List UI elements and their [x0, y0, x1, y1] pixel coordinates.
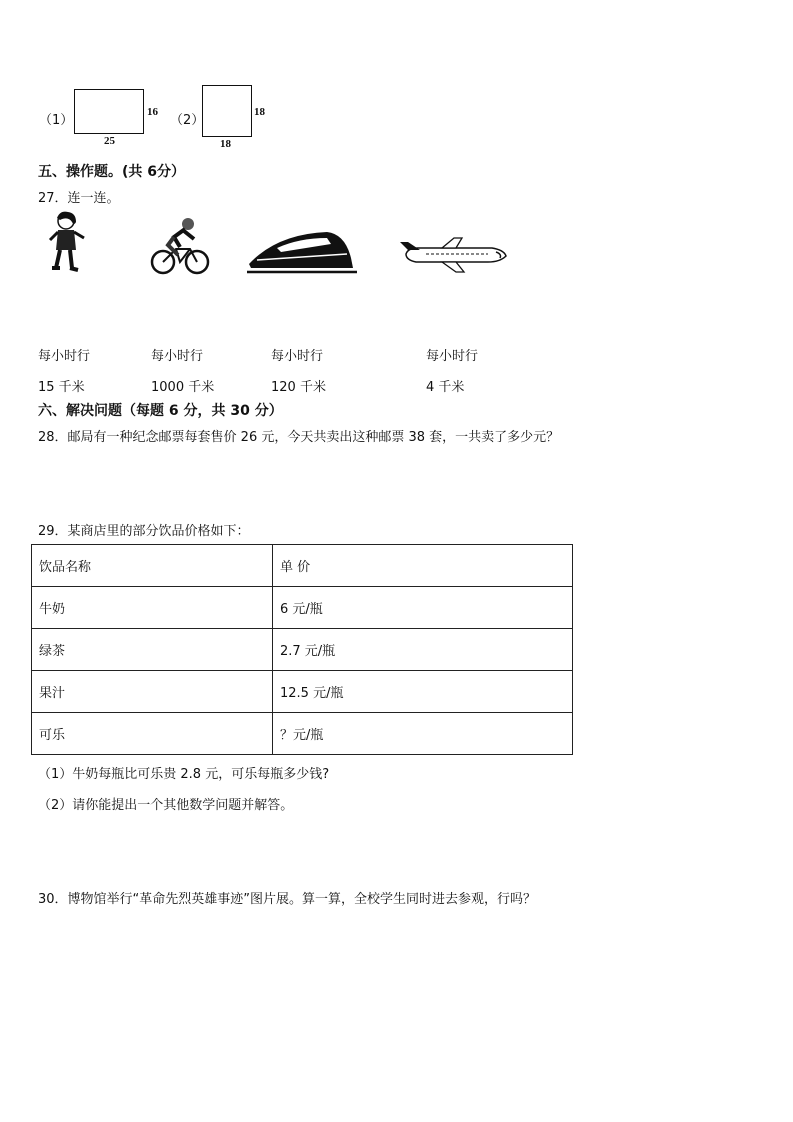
table-cell: 绿茶 [32, 629, 273, 671]
rate-label-2: 每小时行 [151, 349, 204, 364]
airplane-image [396, 236, 508, 274]
rate-label-3: 每小时行 [271, 349, 324, 364]
speed-3: 120 千米 [271, 380, 326, 395]
table-cell: 果汁 [32, 671, 273, 713]
question-29-part-2: （2）请你能提出一个其他数学问题并解答。 [38, 798, 294, 813]
cyclist-image [150, 215, 210, 277]
question-28: 28．邮局有一种纪念邮票每套售价 26 元，今天共卖出这种邮票 38 套，一共卖了多少元？ [38, 430, 560, 445]
square-2 [202, 85, 252, 137]
rate-label-4: 每小时行 [426, 349, 479, 364]
question-30: 30．博物馆举行“革命先烈英雄事迹”图片展。算一算，全校学生同时进去参观，行吗？ [38, 892, 537, 907]
table-row [32, 671, 573, 713]
rectangle-1-width: 25 [104, 135, 115, 147]
table-header-row [32, 545, 573, 587]
square-2-width: 18 [220, 138, 231, 150]
question-27: 27．连一连。 [38, 191, 120, 206]
question-29-part-1: （1）牛奶每瓶比可乐贵 2.8 元，可乐每瓶多少钱? [38, 767, 330, 782]
speed-1: 15 千米 [38, 380, 85, 395]
high-speed-train-image [247, 228, 359, 276]
girl-walking-image [46, 210, 90, 274]
section-6-title: 六、解决问题（每题 6 分，共 30 分） [38, 403, 283, 419]
table-cell: 可乐 [32, 713, 273, 755]
table-cell: 12.5 元/瓶 [273, 671, 573, 713]
square-2-height: 18 [254, 106, 265, 118]
table-row [32, 587, 573, 629]
question-29: 29．某商店里的部分饮品价格如下： [38, 524, 250, 539]
section-5-title: 五、操作题。(共 6分） [38, 164, 186, 180]
table-header-cell: 单 价 [273, 545, 573, 587]
price-table [31, 544, 573, 755]
table-cell: 牛奶 [32, 587, 273, 629]
rectangle-1 [74, 89, 144, 134]
rectangle-1-height: 16 [147, 106, 158, 118]
table-row [32, 629, 573, 671]
table-cell: 6 元/瓶 [273, 587, 573, 629]
rate-label-1: 每小时行 [38, 349, 91, 364]
speed-4: 4 千米 [426, 380, 465, 395]
speed-2: 1000 千米 [151, 380, 215, 395]
table-header-cell: 饮品名称 [32, 545, 273, 587]
table-cell: ？元/瓶 [273, 713, 573, 755]
table-row [32, 713, 573, 755]
figure-2-label: （2） [170, 113, 205, 128]
table-cell: 2.7 元/瓶 [273, 629, 573, 671]
figure-1-label: （1） [39, 113, 74, 128]
